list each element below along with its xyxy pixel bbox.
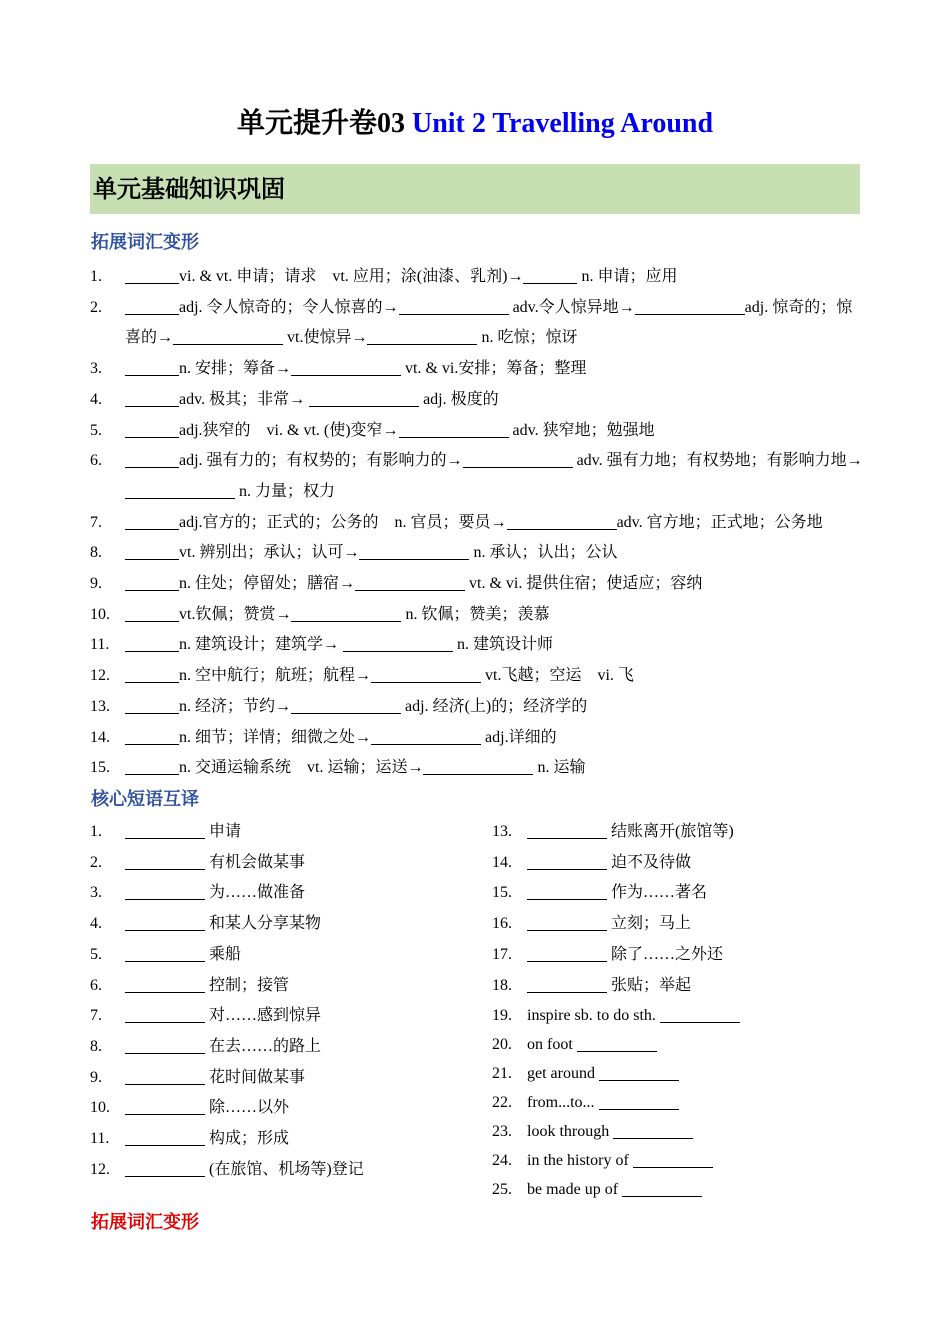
answer-blank[interactable] <box>371 664 481 683</box>
answer-blank[interactable] <box>599 1062 679 1081</box>
section-heading-phrases: 核心短语互译 <box>91 789 199 809</box>
answer-blank[interactable] <box>423 756 533 775</box>
answer-blank[interactable] <box>343 633 453 652</box>
item-text: vt.飞越；空运 vi. 飞 <box>481 667 634 685</box>
answer-blank[interactable] <box>291 603 401 622</box>
phrase-item <box>492 1001 852 1030</box>
section-banner: 单元基础知识巩固 <box>90 164 860 214</box>
item-text: n. 力量；权力 <box>235 482 336 500</box>
phrase-text: get around <box>527 1065 599 1082</box>
vocab-item <box>90 569 865 600</box>
phrase-text: 构成；形成 <box>205 1130 290 1148</box>
answer-blank[interactable] <box>527 820 607 839</box>
phrase-item <box>90 1093 480 1124</box>
item-number: 5. <box>90 945 102 963</box>
phrase-text: 在去……的路上 <box>205 1037 322 1055</box>
item-number: 11. <box>90 1130 110 1148</box>
answer-blank[interactable] <box>125 388 179 407</box>
answer-blank[interactable] <box>125 695 179 714</box>
item-number: 20. <box>492 1036 512 1053</box>
item-number: 9. <box>90 1068 102 1086</box>
item-text: n. 吃惊；惊讶 <box>477 329 578 347</box>
answer-blank[interactable] <box>291 695 401 714</box>
item-number: 4. <box>90 390 102 408</box>
phrase-item <box>492 909 852 940</box>
phrase-text: 对……感到惊异 <box>205 1007 322 1025</box>
answer-blank[interactable] <box>125 756 179 775</box>
answer-blank[interactable] <box>125 449 179 468</box>
phrase-item <box>90 1155 480 1186</box>
answer-blank[interactable] <box>527 912 607 931</box>
item-text: n. 经济；节约→ <box>179 697 292 715</box>
answer-blank[interactable] <box>309 388 419 407</box>
item-number: 13. <box>492 823 512 840</box>
page-title <box>0 104 950 144</box>
item-text: adv. 强有力地；有权势地；有影响力地→ <box>572 452 863 470</box>
phrase-text: 花时间做某事 <box>205 1068 306 1086</box>
answer-blank[interactable] <box>399 296 509 315</box>
item-number: 25. <box>492 1181 512 1198</box>
item-text: adv. 极其；非常→ <box>179 390 310 408</box>
phrase-text: 有机会做某事 <box>205 853 306 871</box>
item-number: 2. <box>90 853 102 871</box>
item-number: 5. <box>90 421 102 439</box>
item-text: vt.使惊异→ <box>283 329 368 347</box>
answer-blank[interactable] <box>371 726 481 745</box>
answer-blank[interactable] <box>635 296 745 315</box>
item-number: 1. <box>90 823 102 840</box>
answer-blank[interactable] <box>399 419 509 438</box>
phrase-text: 申请 <box>205 823 242 840</box>
phrase-item <box>90 909 480 940</box>
answer-blank[interactable] <box>125 541 179 560</box>
item-number: 22. <box>492 1094 512 1111</box>
item-number: 13. <box>90 697 110 715</box>
answer-blank[interactable] <box>125 881 205 900</box>
item-text: adv. 官方地；正式地；公务地 <box>616 513 823 531</box>
answer-blank[interactable] <box>527 974 607 993</box>
phrase-item <box>90 1124 480 1155</box>
phrase-text: 乘船 <box>205 945 242 963</box>
section-heading-answers: 拓展词汇变形 <box>91 1212 199 1232</box>
answer-blank[interactable] <box>125 357 179 376</box>
answer-blank[interactable] <box>523 265 577 284</box>
item-text: adj.狭窄的 vi. & vt. (使)变窄→ <box>179 421 399 439</box>
phrase-text: on foot <box>527 1036 577 1053</box>
phrase-item <box>492 1146 852 1175</box>
item-text: adv.令人惊异地→ <box>508 298 635 316</box>
item-number: 16. <box>492 915 512 933</box>
phrase-text: 除了……之外还 <box>607 945 724 963</box>
phrase-text: 和某人分享某物 <box>205 915 322 933</box>
answer-blank[interactable] <box>125 296 179 315</box>
answer-blank[interactable] <box>125 265 179 284</box>
item-number: 9. <box>90 575 102 593</box>
item-number: 19. <box>492 1007 512 1024</box>
phrase-text: (在旅馆、机场等)登记 <box>205 1160 364 1178</box>
item-text: vt. & vi. 提供住宿；使适应；容纳 <box>465 575 703 593</box>
phrase-item <box>492 940 852 971</box>
answer-blank[interactable] <box>125 664 179 683</box>
phrase-item <box>492 971 852 1002</box>
item-text: adj.详细的 <box>481 728 557 746</box>
item-number: 15. <box>492 884 512 902</box>
phrase-list-left <box>90 817 480 1185</box>
answer-blank[interactable] <box>527 943 607 962</box>
answer-blank[interactable] <box>125 419 179 438</box>
answer-blank[interactable] <box>291 357 401 376</box>
answer-blank[interactable] <box>125 912 205 931</box>
item-number: 10. <box>90 1099 110 1117</box>
phrase-item <box>492 848 852 879</box>
item-number: 3. <box>90 360 102 378</box>
vocab-item <box>90 262 865 293</box>
vocab-item <box>90 630 865 661</box>
answer-blank[interactable] <box>633 1149 713 1168</box>
answer-blank[interactable] <box>125 851 205 870</box>
item-text: vt.钦佩；赞赏→ <box>179 605 292 623</box>
answer-blank[interactable] <box>527 851 607 870</box>
item-number: 12. <box>90 667 110 685</box>
vocab-item <box>90 723 865 754</box>
item-text: adj. 极度的 <box>419 390 499 408</box>
phrase-text: look through <box>527 1123 614 1140</box>
answer-blank[interactable] <box>463 449 573 468</box>
phrase-text: 张贴；举起 <box>607 976 692 994</box>
phrase-item <box>90 940 480 971</box>
title-en: Unit 2 Travelling Around <box>411 108 714 139</box>
item-number: 18. <box>492 976 512 994</box>
phrase-text: 结账离开(旅馆等) <box>607 823 734 840</box>
item-text: adj. 令人惊奇的；令人惊喜的→ <box>179 298 399 316</box>
item-text: adj. 惊奇的；惊喜的→ <box>125 298 853 347</box>
item-text: adj.官方的；正式的；公务的 n. 官员；要员→ <box>179 513 507 531</box>
answer-blank[interactable] <box>125 1004 205 1023</box>
phrase-text: inspire sb. to do sth. <box>527 1007 660 1024</box>
phrase-item <box>492 817 852 848</box>
vocab-item <box>90 508 865 539</box>
item-number: 10. <box>90 605 110 623</box>
phrase-item <box>90 848 480 879</box>
item-text: n. 申请；应用 <box>577 268 678 285</box>
item-text: adj. 经济(上)的；经济学的 <box>401 697 588 715</box>
phrase-text: from...to... <box>527 1094 599 1111</box>
phrase-item <box>492 878 852 909</box>
phrase-list-right-en <box>492 1001 852 1204</box>
answer-blank[interactable] <box>125 603 179 622</box>
phrase-text: 立刻；马上 <box>607 915 692 933</box>
phrase-text: in the history of <box>527 1152 633 1169</box>
vocab-item <box>90 600 865 631</box>
item-number: 7. <box>90 1007 102 1025</box>
answer-blank[interactable] <box>125 943 205 962</box>
phrase-item <box>90 817 480 848</box>
item-text: n. 空中航行；航班；航程→ <box>179 667 372 685</box>
answer-blank[interactable] <box>599 1091 679 1110</box>
item-text: n. 细节；详情；细微之处→ <box>179 728 372 746</box>
phrase-item <box>90 1063 480 1094</box>
item-text: n. 安排；筹备→ <box>179 360 292 378</box>
item-text: vt. 辨别出；承认；认可→ <box>179 544 360 562</box>
item-text: n. 钦佩；赞美；羡慕 <box>401 605 550 623</box>
vocab-item <box>90 753 865 784</box>
item-number: 14. <box>492 853 512 871</box>
answer-blank[interactable] <box>125 1096 205 1115</box>
item-number: 3. <box>90 884 102 902</box>
vocab-item <box>90 538 865 569</box>
item-number: 8. <box>90 1037 102 1055</box>
item-number: 17. <box>492 945 512 963</box>
answer-blank[interactable] <box>527 881 607 900</box>
answer-blank[interactable] <box>359 541 469 560</box>
phrase-text: 为……做准备 <box>205 884 306 902</box>
answer-blank[interactable] <box>125 820 205 839</box>
phrase-item <box>492 1117 852 1146</box>
phrase-item <box>492 1059 852 1088</box>
answer-blank[interactable] <box>173 326 283 345</box>
answer-blank[interactable] <box>125 726 179 745</box>
answer-blank[interactable] <box>125 572 179 591</box>
item-number: 7. <box>90 513 102 531</box>
answer-blank[interactable] <box>125 974 205 993</box>
answer-blank[interactable] <box>622 1178 702 1197</box>
phrase-item <box>90 971 480 1002</box>
item-number: 14. <box>90 728 110 746</box>
item-text: adj. 强有力的；有权势的；有影响力的→ <box>179 452 463 470</box>
vocab-item <box>90 416 865 447</box>
item-number: 23. <box>492 1123 512 1140</box>
item-text: n. 住处；停留处；膳宿→ <box>179 575 356 593</box>
item-text: n. 运输 <box>533 759 586 777</box>
item-number: 21. <box>492 1065 512 1082</box>
vocab-list <box>90 262 865 784</box>
answer-blank[interactable] <box>367 326 477 345</box>
item-number: 4. <box>90 915 102 933</box>
item-number: 8. <box>90 544 102 562</box>
title-cn: 单元提升卷03 <box>236 108 412 139</box>
answer-blank[interactable] <box>577 1033 657 1052</box>
answer-blank[interactable] <box>125 511 179 530</box>
item-number: 1. <box>90 268 102 285</box>
vocab-item <box>90 446 865 507</box>
item-text: vi. & vt. 申请；请求 vt. 应用；涂(油漆、乳剂)→ <box>179 268 524 285</box>
answer-blank[interactable] <box>507 511 617 530</box>
item-number: 15. <box>90 759 110 777</box>
vocab-item <box>90 293 865 354</box>
phrase-text: be made up of <box>527 1181 623 1198</box>
vocab-item <box>90 661 865 692</box>
answer-blank[interactable] <box>660 1004 740 1023</box>
phrase-item <box>90 1001 480 1032</box>
phrase-text: 迫不及待做 <box>607 853 692 871</box>
item-text: n. 建筑设计师 <box>453 636 554 654</box>
phrase-text: 控制；接管 <box>205 976 290 994</box>
item-number: 12. <box>90 1160 110 1178</box>
phrase-item <box>492 1088 852 1117</box>
phrase-item <box>90 1032 480 1063</box>
item-number: 24. <box>492 1152 512 1169</box>
answer-blank[interactable] <box>125 1127 205 1146</box>
item-number: 6. <box>90 452 102 470</box>
phrase-item <box>492 1175 852 1204</box>
phrase-item <box>492 1030 852 1059</box>
phrase-text: 作为……著名 <box>607 884 708 902</box>
answer-blank[interactable] <box>125 633 179 652</box>
vocab-item <box>90 692 865 723</box>
item-text: vt. & vi.安排；筹备；整理 <box>401 360 587 378</box>
phrase-text: 除……以外 <box>205 1099 290 1117</box>
vocab-item <box>90 385 865 416</box>
answer-blank[interactable] <box>613 1120 693 1139</box>
section-heading-vocab: 拓展词汇变形 <box>91 232 199 252</box>
vocab-item <box>90 354 865 385</box>
item-number: 11. <box>90 636 110 654</box>
item-text: adv. 狭窄地；勉强地 <box>508 421 655 439</box>
item-text: n. 交通运输系统 vt. 运输；运送→ <box>179 759 424 777</box>
item-text: n. 承认；认出；公认 <box>469 544 618 562</box>
answer-blank[interactable] <box>125 1158 205 1177</box>
item-number: 6. <box>90 976 102 994</box>
answer-blank[interactable] <box>125 1066 205 1085</box>
phrase-item <box>90 878 480 909</box>
item-number: 2. <box>90 298 102 316</box>
answer-blank[interactable] <box>125 1035 205 1054</box>
answer-blank[interactable] <box>355 572 465 591</box>
phrase-list-right-cn <box>492 817 852 1001</box>
answer-blank[interactable] <box>125 480 235 499</box>
item-text: n. 建筑设计；建筑学→ <box>179 636 344 654</box>
